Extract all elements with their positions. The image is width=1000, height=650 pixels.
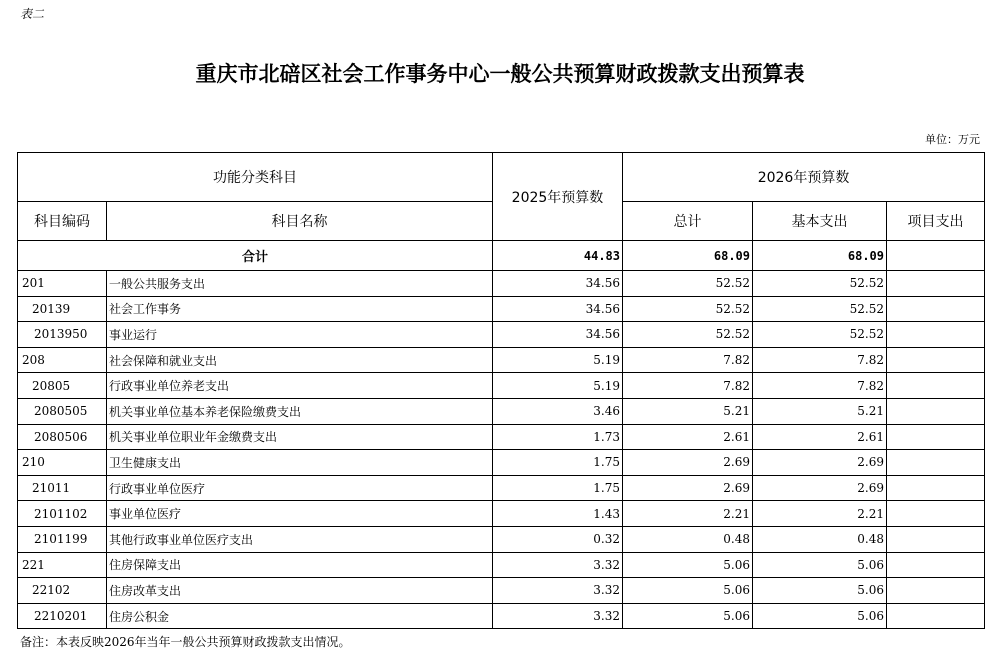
header-code: 科目编码	[18, 202, 107, 241]
table-row	[18, 271, 985, 297]
header-row-1	[18, 153, 985, 202]
row-code: 2013950	[18, 322, 107, 348]
row-name: 其他行政事业单位医疗支出	[107, 526, 493, 552]
table-row	[18, 578, 985, 604]
row-2026-total: 5.06	[623, 552, 753, 578]
table-row	[18, 398, 985, 424]
row-2026-basic: 52.52	[753, 296, 887, 322]
row-code: 2080505	[18, 398, 107, 424]
row-2026-basic: 0.48	[753, 526, 887, 552]
row-2026-project	[887, 296, 985, 322]
row-name: 机关事业单位基本养老保险缴费支出	[107, 398, 493, 424]
row-code: 2210201	[18, 603, 107, 629]
row-2026-total: 52.52	[623, 322, 753, 348]
row-2026-project	[887, 526, 985, 552]
row-2026-total: 5.21	[623, 398, 753, 424]
row-2026-total: 5.06	[623, 603, 753, 629]
unit-label: 单位：万元	[925, 133, 980, 146]
row-2026-basic: 2.69	[753, 475, 887, 501]
row-2026-total: 7.82	[623, 347, 753, 373]
row-budget-2025: 1.75	[493, 475, 623, 501]
row-name: 住房公积金	[107, 603, 493, 629]
row-budget-2025: 5.19	[493, 347, 623, 373]
header-budget-2026: 2026年预算数	[623, 153, 985, 202]
row-code: 210	[18, 450, 107, 476]
row-2026-project	[887, 373, 985, 399]
row-budget-2025: 0.32	[493, 526, 623, 552]
row-2026-project	[887, 450, 985, 476]
row-name: 社会工作事务	[107, 296, 493, 322]
row-name: 机关事业单位职业年金缴费支出	[107, 424, 493, 450]
row-2026-basic: 7.82	[753, 373, 887, 399]
table-row	[18, 296, 985, 322]
table-row	[18, 322, 985, 348]
row-code: 2101102	[18, 501, 107, 527]
row-2026-project	[887, 552, 985, 578]
header-total: 总计	[623, 202, 753, 241]
row-budget-2025: 5.19	[493, 373, 623, 399]
total-2025: 44.83	[493, 241, 623, 271]
row-budget-2025: 3.46	[493, 398, 623, 424]
footnote: 备注：本表反映2026年当年一般公共预算财政拨款支出情况。	[20, 635, 351, 649]
table-row	[18, 450, 985, 476]
total-row	[18, 241, 985, 271]
row-2026-project	[887, 322, 985, 348]
row-2026-basic: 2.61	[753, 424, 887, 450]
table-row	[18, 347, 985, 373]
row-name: 住房改革支出	[107, 578, 493, 604]
row-name: 行政事业单位养老支出	[107, 373, 493, 399]
row-2026-basic: 5.06	[753, 578, 887, 604]
row-code: 221	[18, 552, 107, 578]
row-name: 事业运行	[107, 322, 493, 348]
row-name: 一般公共服务支出	[107, 271, 493, 297]
table-number-label: 表二	[20, 7, 45, 21]
table-row	[18, 526, 985, 552]
row-budget-2025: 3.32	[493, 552, 623, 578]
row-2026-project	[887, 271, 985, 297]
row-name: 卫生健康支出	[107, 450, 493, 476]
budget-table	[17, 152, 985, 629]
row-code: 201	[18, 271, 107, 297]
row-2026-basic: 7.82	[753, 347, 887, 373]
table-row	[18, 552, 985, 578]
row-2026-total: 0.48	[623, 526, 753, 552]
row-code: 20805	[18, 373, 107, 399]
row-2026-total: 2.69	[623, 475, 753, 501]
row-code: 2101199	[18, 526, 107, 552]
row-code: 22102	[18, 578, 107, 604]
row-2026-basic: 5.06	[753, 603, 887, 629]
row-name: 住房保障支出	[107, 552, 493, 578]
header-name: 科目名称	[107, 202, 493, 241]
row-budget-2025: 34.56	[493, 296, 623, 322]
row-2026-project	[887, 578, 985, 604]
row-2026-project	[887, 424, 985, 450]
row-2026-total: 52.52	[623, 271, 753, 297]
table-row	[18, 603, 985, 629]
row-budget-2025: 1.75	[493, 450, 623, 476]
row-budget-2025: 1.43	[493, 501, 623, 527]
row-code: 2080506	[18, 424, 107, 450]
row-2026-total: 52.52	[623, 296, 753, 322]
row-name: 社会保障和就业支出	[107, 347, 493, 373]
row-2026-basic: 2.21	[753, 501, 887, 527]
row-2026-basic: 5.06	[753, 552, 887, 578]
total-label: 合计	[18, 241, 493, 271]
row-2026-total: 5.06	[623, 578, 753, 604]
table-row	[18, 373, 985, 399]
row-2026-basic: 52.52	[753, 271, 887, 297]
row-name: 行政事业单位医疗	[107, 475, 493, 501]
row-2026-project	[887, 475, 985, 501]
header-budget-2025: 2025年预算数	[493, 153, 623, 241]
table-row	[18, 501, 985, 527]
table-row	[18, 424, 985, 450]
row-budget-2025: 3.32	[493, 578, 623, 604]
row-code: 208	[18, 347, 107, 373]
row-2026-total: 2.61	[623, 424, 753, 450]
page-title: 重庆市北碚区社会工作事务中心一般公共预算财政拨款支出预算表	[195, 62, 805, 86]
row-2026-project	[887, 398, 985, 424]
table-row	[18, 475, 985, 501]
table-body	[18, 271, 985, 629]
row-budget-2025: 3.32	[493, 603, 623, 629]
row-2026-project	[887, 603, 985, 629]
total-2026-basic: 68.09	[753, 241, 887, 271]
row-2026-total: 2.21	[623, 501, 753, 527]
row-2026-project	[887, 347, 985, 373]
row-2026-basic: 2.69	[753, 450, 887, 476]
row-budget-2025: 1.73	[493, 424, 623, 450]
row-2026-basic: 5.21	[753, 398, 887, 424]
row-2026-total: 7.82	[623, 373, 753, 399]
header-project: 项目支出	[887, 202, 985, 241]
row-name: 事业单位医疗	[107, 501, 493, 527]
header-functional-classification: 功能分类科目	[18, 153, 493, 202]
row-code: 20139	[18, 296, 107, 322]
header-basic: 基本支出	[753, 202, 887, 241]
total-2026-total: 68.09	[623, 241, 753, 271]
row-budget-2025: 34.56	[493, 271, 623, 297]
row-2026-basic: 52.52	[753, 322, 887, 348]
row-budget-2025: 34.56	[493, 322, 623, 348]
row-code: 21011	[18, 475, 107, 501]
total-2026-project	[887, 241, 985, 271]
row-2026-project	[887, 501, 985, 527]
row-2026-total: 2.69	[623, 450, 753, 476]
